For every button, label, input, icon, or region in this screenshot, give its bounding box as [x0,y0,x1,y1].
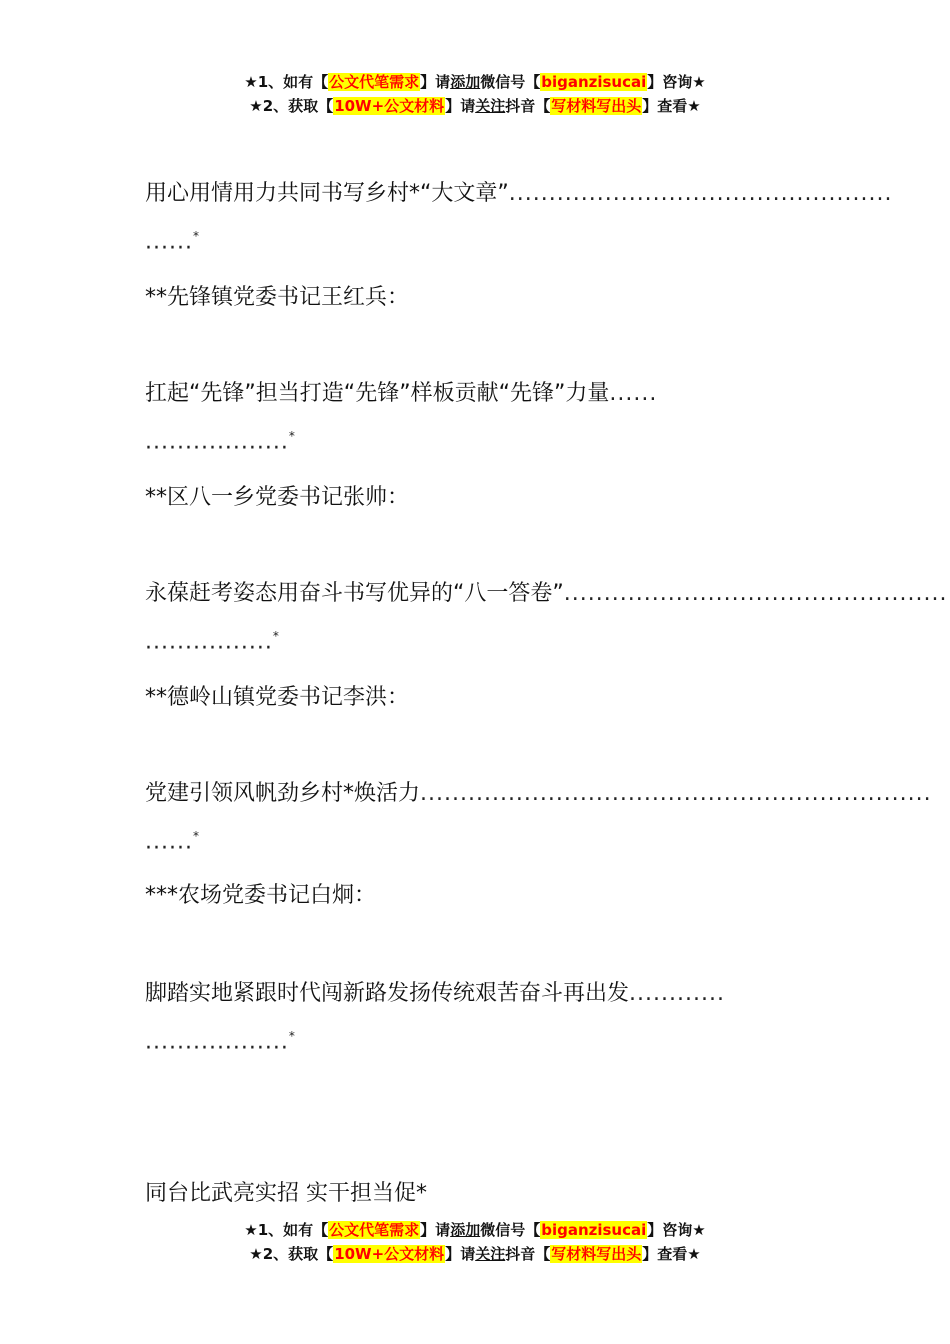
toc-leader-tail [145,616,805,664]
highlight-wechat-id: biganzisucai [541,73,647,91]
toc-mark: * [288,429,295,443]
highlight-materials: 10W+公文材料 [334,1245,445,1263]
underlined-follow: 关注 [475,97,506,115]
banner-text: 】请 [420,1221,451,1239]
toc-title: 党建引领风帆劲乡村*焕活力 [145,781,421,806]
toc-leader-tail [145,416,805,464]
highlight-ghostwriting: 公文代笔需求 [329,1221,420,1239]
toc-leader-dots: ................................................ [563,581,948,606]
banner-line-2 [0,1242,950,1266]
toc-title-line [145,772,932,816]
banner-text: 】请 [445,97,476,115]
toc-tail-dots: .................. [145,429,289,455]
toc-tail-dots: ...... [145,829,193,855]
banner-text: 】查看★ [642,1245,701,1263]
toc-author: **区八一乡党委书记张帅： [145,485,410,510]
banner-text: ★2、获取【 [249,97,334,115]
toc-title: 永葆赶考姿态用奋斗书写优异的“八一答卷” [145,581,564,606]
toc-title: 用心用情用力共同书写乡村*“大文章” [145,181,509,206]
underlined-add: 添加 [450,1221,481,1239]
toc-author: ***农场党委书记白炯： [145,883,377,908]
toc-title: 扛起“先锋”担当打造“先锋”样板贡献“先锋”力量 [145,381,610,406]
banner-line-1 [0,1218,950,1242]
toc-mark: * [288,1029,295,1043]
banner-text: ★1、如有【 [244,1221,329,1239]
toc-last-title: 同台比武亮实招 实干担当促* [145,1181,427,1206]
banner-text: 】咨询★ [647,73,706,91]
underlined-follow: 关注 [475,1245,506,1263]
banner-line-1 [0,70,950,94]
toc-tail-dots: ...... [145,229,193,255]
underlined-add: 添加 [450,73,481,91]
banner-text: 微信号【 [480,73,541,91]
toc-entry [145,172,893,264]
highlight-materials: 10W+公文材料 [334,97,445,115]
toc-leader-dots: ............ [629,981,725,1006]
toc-title-line [145,972,805,1016]
banner-text: 微信号【 [480,1221,541,1239]
bottom-banner [0,1218,950,1266]
toc-leader-tail [145,1016,805,1064]
banner-text: 抖音【 [505,97,551,115]
highlight-douyin-account: 写材料写出头 [551,97,642,115]
banner-text: 】请 [420,73,451,91]
highlight-wechat-id: biganzisucai [541,1221,647,1239]
toc-author: **德岭山镇党委书记李洪： [145,685,410,710]
toc-mark: * [272,629,279,643]
toc-entry [145,772,932,864]
highlight-douyin-account: 写材料写出头 [551,1245,642,1263]
toc-title-line [145,372,805,416]
toc-title-line [145,172,893,216]
toc-leader-dots: ...... [609,381,658,406]
banner-text: 】咨询★ [647,1221,706,1239]
banner-text: 抖音【 [505,1245,551,1263]
banner-text: ★2、获取【 [249,1245,334,1263]
toc-leader-dots: ................................................................ [420,781,932,806]
toc-title: 脚踏实地紧跟时代闯新路发扬传统艰苦奋斗再出发 [145,981,630,1006]
toc-tail-dots: ................ [145,629,273,655]
toc-leader-tail [145,816,805,864]
top-banner [0,70,950,118]
toc-title-line [145,572,948,616]
toc-leader-tail [145,216,805,264]
banner-text: 】查看★ [642,97,701,115]
toc-tail-dots: .................. [145,1029,289,1055]
toc-leader-dots: ................................................ [508,181,893,206]
banner-text: ★1、如有【 [244,73,329,91]
toc-author: **先锋镇党委书记王红兵： [145,285,410,310]
toc-entry [145,972,805,1064]
toc-mark: * [192,829,199,843]
banner-text: 】请 [445,1245,476,1263]
toc-mark: * [192,229,199,243]
banner-line-2 [0,94,950,118]
toc-entry [145,572,948,664]
toc-entry [145,372,805,464]
highlight-ghostwriting: 公文代笔需求 [329,73,420,91]
